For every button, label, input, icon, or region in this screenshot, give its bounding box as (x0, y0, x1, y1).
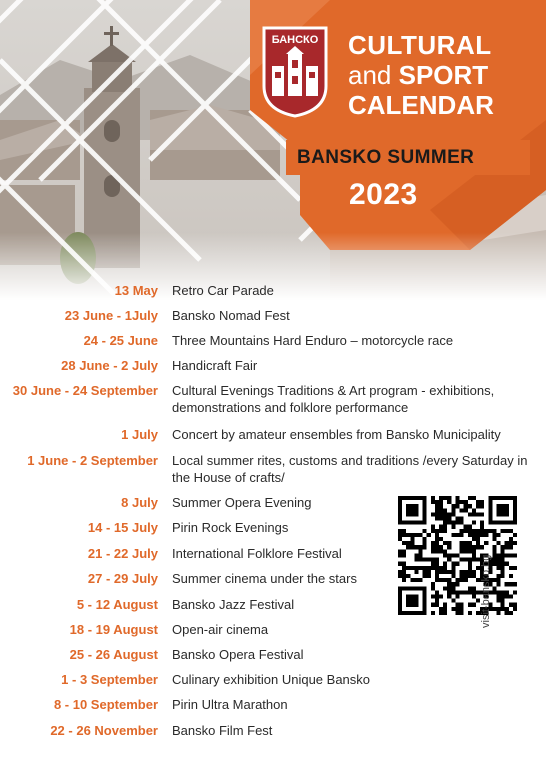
event-name: Summer Opera Evening (172, 495, 312, 510)
event-date: 24 - 25 June (83, 333, 158, 348)
event-date: 8 July (121, 495, 158, 510)
event-name: Bansko Opera Festival (172, 647, 304, 662)
event-name: Cultural Evenings Traditions & Art program - exhibitions, demonstrations and folklore performance (172, 383, 495, 415)
qr-code[interactable] (398, 496, 517, 615)
event-name: Bansko Film Fest (172, 723, 273, 738)
event-name: Open-air cinema (172, 622, 269, 637)
event-date: 14 - 15 July (87, 520, 158, 535)
event-date: 18 - 19 August (69, 622, 158, 637)
event-date: 23 June - 1July (64, 308, 158, 323)
event-date: 1 July (121, 427, 158, 442)
bansko-crest-logo (262, 26, 328, 118)
subtitle-bansko-summer: BANSKO SUMMER (297, 147, 475, 168)
event-name: Pirin Rock Evenings (172, 520, 289, 535)
event-name: Handicraft Fair (172, 358, 258, 373)
event-date: 1 - 3 September (61, 672, 158, 687)
event-name: International Folklore Festival (172, 546, 342, 561)
event-name: Bansko Nomad Fest (172, 308, 290, 323)
event-date: 5 - 12 August (76, 597, 158, 612)
event-name: Local summer rites, customs and traditions /every Saturday in the House of crafts/ (172, 453, 528, 485)
poster-title (348, 30, 494, 120)
crest-text: БАНСКО (271, 34, 319, 46)
title-sport: SPORT (398, 60, 489, 90)
year-label: 2023 (349, 178, 418, 211)
event-date: 21 - 22 July (87, 546, 158, 561)
event-name: Concert by amateur ensembles from Bansko Municipality (172, 427, 501, 442)
event-name: Three Mountains Hard Enduro – motorcycle race (172, 333, 454, 348)
event-date: 8 - 10 September (53, 697, 158, 712)
event-name: Summer cinema under the stars (172, 571, 357, 586)
title-line-calendar: CALENDAR (348, 90, 494, 120)
event-date: 30 June - 24 September (12, 383, 158, 398)
title-line-cultural: CULTURAL (348, 30, 492, 60)
event-date: 28 June - 2 July (61, 358, 158, 373)
event-date: 1 June - 2 September (27, 453, 158, 468)
event-name: Bansko Jazz Festival (172, 597, 295, 612)
title-line-and-sport (348, 60, 494, 90)
title-and: and (348, 60, 392, 90)
event-date: 22 - 26 November (50, 723, 158, 738)
event-date: 27 - 29 July (87, 571, 158, 586)
qr-website-label[interactable]: visit-bansko.bg (480, 554, 492, 628)
event-name: Retro Car Parade (172, 283, 274, 298)
event-name: Culinary exhibition Unique Bansko (172, 672, 371, 687)
event-date: 25 - 26 August (69, 647, 158, 662)
event-name: Pirin Ultra Marathon (172, 697, 288, 712)
event-date: 13 May (114, 283, 158, 298)
